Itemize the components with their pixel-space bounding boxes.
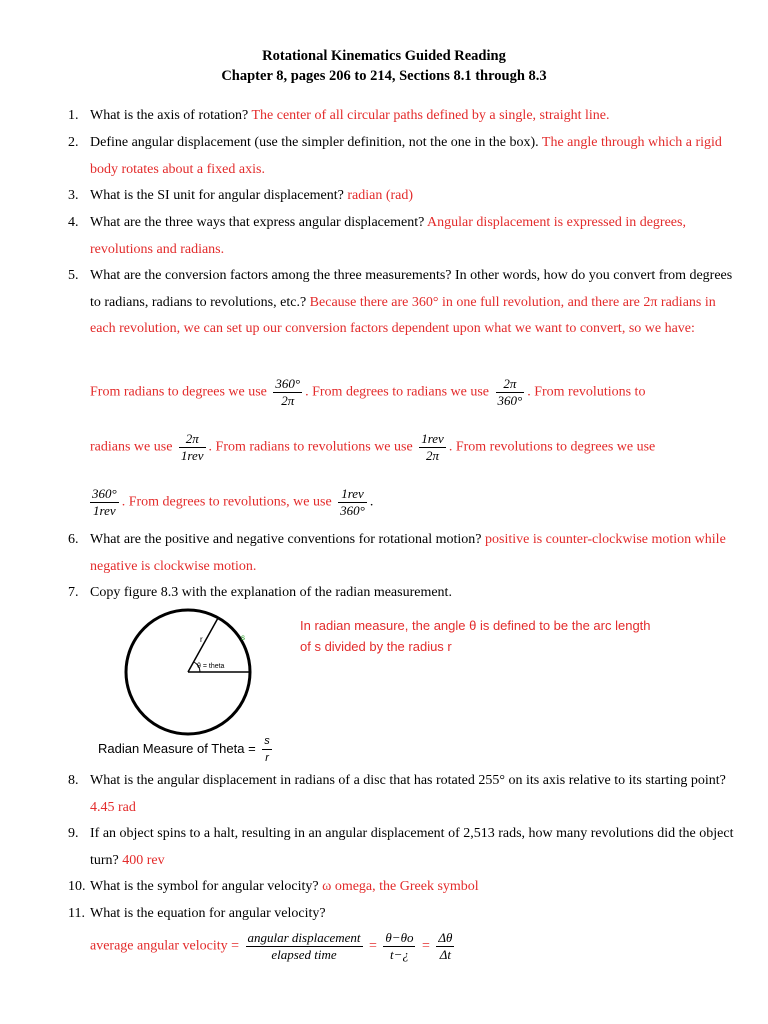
arc-label: s [241,633,245,642]
question-4 [68,210,738,263]
question-number: 3. [68,188,79,203]
conversion-line-2 [90,431,655,464]
fraction-denominator: Δt [436,946,454,963]
fraction-rad-per-deg [496,376,525,409]
question-number: 5. [68,268,79,283]
question-number: 10. [68,879,86,894]
question-1 [68,103,738,130]
fraction-denominator: r [262,749,272,766]
question-text: What is the SI unit for angular displacement? [90,188,344,203]
conversion-text: . From revolutions to degrees we use [448,439,656,455]
conversion-line-3 [90,486,373,519]
figure-explanation: In radian measure, the angle θ is defined to be the arc length of s divided by the radius r [300,618,651,654]
question-text: What is the symbol for angular velocity? [90,879,319,894]
answer-text: 4.45 rad [90,799,136,815]
fraction-numerator: s [264,735,270,747]
fraction-denominator: 360° [497,393,523,408]
question-8 [68,768,738,821]
question-11 [68,901,738,928]
answer-text: ω omega, the Greek symbol [322,879,479,894]
question-text: Define angular displacement (use the simpler definition, not the one in the box). [90,135,539,150]
answer-text: radian (rad) [347,188,414,203]
fraction-numerator: 360° [275,376,301,391]
question-number: 6. [68,532,79,547]
question-number: 2. [68,135,79,150]
fraction-denominator: 2π [273,392,302,409]
fraction-denominator: elapsed time [246,946,363,963]
fraction-numerator: 2π [185,431,199,446]
fraction-rev-per-deg [338,486,367,519]
question-text: What is the angular displacement in radians of a disc that has rotated 255° on its axis relative to its starting point? [90,773,726,788]
fraction-numerator: 1rev [341,486,364,501]
conversion-text: . From radians to revolutions we use [208,439,413,455]
angular-velocity-equation [90,930,457,963]
fraction-denominator: 1rev [180,448,204,463]
answer-text: 400 rev [122,852,165,868]
question-3 [68,183,738,210]
question-5 [68,263,738,343]
radius-label: r [200,635,203,644]
fraction-denominator: 2π [419,447,446,464]
question-text: What are the three ways that express angular displacement? [90,215,425,230]
page-title: Rotational Kinematics Guided Reading [262,48,506,64]
figure-caption [98,733,275,766]
question-number: 1. [68,108,79,123]
conversion-text: . [369,494,374,510]
question-text: What is the equation for angular velocity? [90,906,326,921]
conversion-text: . From degrees to revolutions, we use [121,494,332,510]
fraction-numerator: 2π [503,376,517,391]
fraction-numerator: Δθ [438,930,453,945]
caption-text: Radian Measure of Theta = [98,740,256,756]
question-number: 4. [68,215,79,230]
question-6 [68,527,738,580]
fraction-denominator: 360° [340,503,365,518]
conversion-line-1 [90,376,645,409]
question-text: What are the conversion factors among the three measurements? In other words, how do you convert from degrees to radians, radians to revolutions, etc.? [90,268,733,310]
fraction-deg-per-rev [90,486,119,519]
question-text: What is the axis of rotation? [90,108,249,123]
theta-label: θ = theta [197,663,225,670]
question-text: What are the positive and negative conventions for rotational motion? [90,532,482,547]
fraction-delta [436,930,454,963]
fraction-theta-difference [383,930,415,963]
page-subtitle: Chapter 8, pages 206 to 214, Sections 8.1 through 8.3 [221,68,547,84]
fraction-denominator: 1rev [90,502,119,519]
question-number: 11. [68,906,85,921]
conversion-text: From radians to degrees we use [90,384,267,400]
equals-sign: = [369,938,377,954]
question-number: 7. [68,585,79,600]
caption-fraction [262,733,272,766]
fraction-rev-per-rad [419,431,446,464]
question-10 [68,874,738,901]
equation-lhs: average angular velocity = [90,938,239,954]
question-text: If an object spins to a halt, resulting in an angular displacement of 2,513 rads, how many revolutions did the object turn? [90,826,734,868]
fraction-numerator: θ−θo [385,930,414,945]
answer-text: The angle through which a rigid body rotates about a fixed axis. [90,135,722,177]
conversion-text: . From revolutions to [527,384,646,400]
question-number: 8. [68,773,79,788]
equals-sign: = [421,938,430,954]
fraction-deg-per-rad [273,376,302,409]
fraction-numerator: 1rev [421,431,444,446]
fraction-displacement-over-time [246,930,363,963]
answer-text: Angular displacement is expressed in degrees, revolutions and radians. [90,215,686,257]
answer-text: The center of all circular paths defined by a single, straight line. [251,108,610,123]
question-9 [68,821,738,874]
fraction-numerator: angular displacement [247,930,361,945]
question-2 [68,130,738,183]
question-number: 9. [68,826,79,841]
conversion-text: . From degrees to radians we use [305,384,490,400]
conversion-text: radians we use [90,439,173,455]
answer-text: Because there are 360° in one full revolution, and there are 2π radians in each revolution, we can set up our conversion factors dependent upon what we want to convert, so we have: [90,294,716,336]
answer-text: positive is counter-clockwise motion while negative is clockwise motion. [90,532,726,574]
fraction-numerator: 360° [92,486,117,501]
question-text: Copy figure 8.3 with the explanation of the radian measurement. [90,585,452,600]
fraction-rad-per-rev [179,431,206,464]
fraction-denominator: t−¿ [383,946,415,963]
